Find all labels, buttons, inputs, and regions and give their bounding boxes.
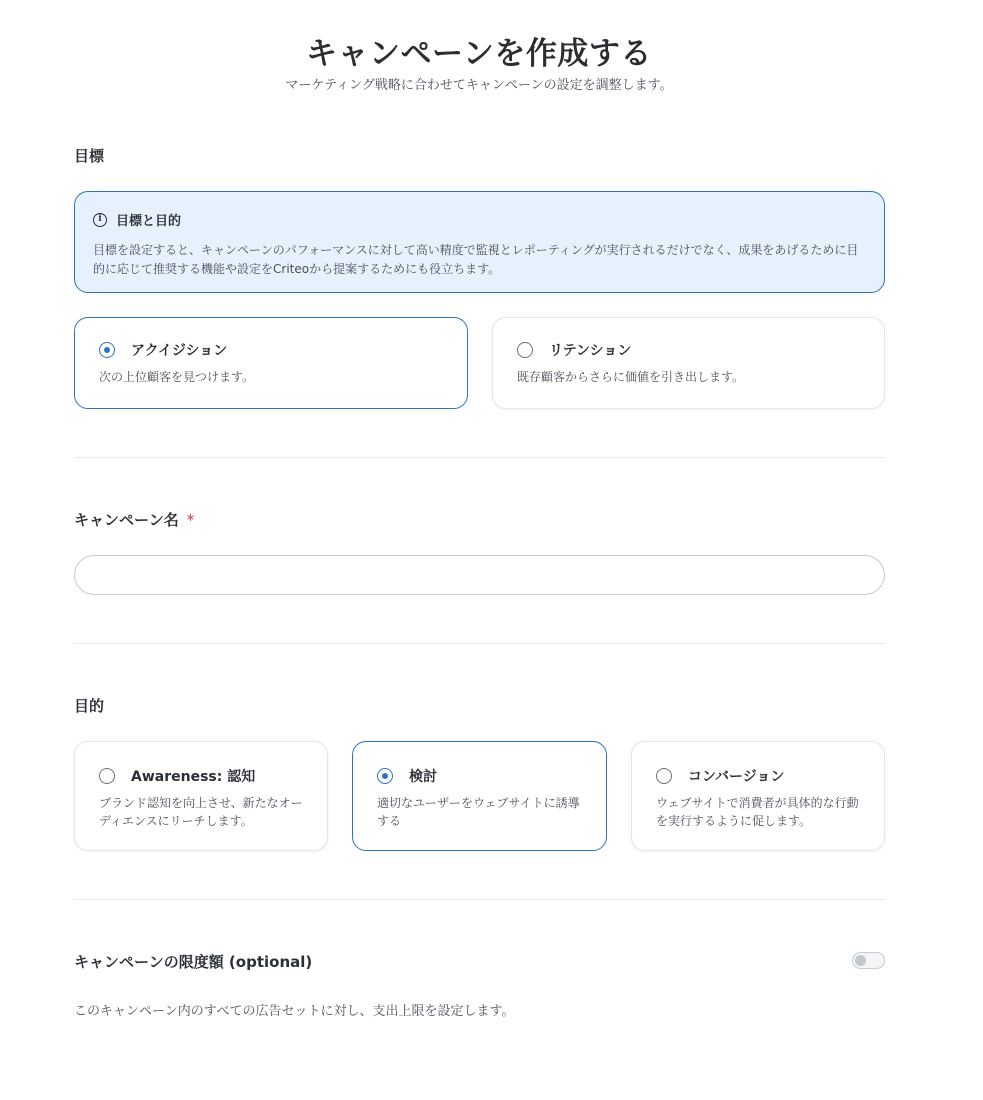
info-title: 目標と目的 (116, 214, 182, 229)
goal-option-desc: 既存顧客からさらに価値を引き出します。 (517, 370, 745, 384)
campaign-name-label (74, 509, 194, 530)
goal-option-title: アクイジション (131, 343, 228, 359)
campaign-limit-desc: このキャンペーン内のすべての広告セットに対し、支出上限を設定します。 (74, 1004, 515, 1019)
goal-info-box (74, 191, 885, 293)
divider (74, 899, 885, 900)
campaign-limit-label: キャンペーンの限度額 (optional) (74, 953, 313, 971)
objective-option-desc: ブランド認知を向上させ、新たなオーディエンスにリーチします。 (99, 796, 303, 828)
campaign-name-input[interactable] (74, 555, 885, 595)
goal-section-label: 目標 (74, 147, 105, 165)
toggle-knob (855, 955, 866, 966)
divider (74, 643, 885, 644)
radio-button-checked[interactable] (377, 768, 393, 784)
radio-button[interactable] (656, 768, 672, 784)
info-text: 目標を設定すると、キャンペーンのパフォーマンスに対して高い精度で監視とレポーティングが実行されるだけでなく、成果をあげるために目的に応じて推奨する機能や設定をCriteoから提案するためにも役立ちます。 (93, 243, 859, 276)
objective-option-consideration[interactable] (352, 741, 607, 851)
objective-option-title: Awareness: 認知 (131, 769, 256, 785)
objective-option-awareness[interactable] (74, 741, 328, 851)
divider (74, 457, 885, 458)
objective-option-conversion[interactable] (631, 741, 885, 851)
page-title: キャンペーンを作成する (306, 36, 652, 72)
required-mark: * (186, 511, 195, 529)
goal-option-acquisition[interactable] (74, 317, 468, 409)
info-icon: i (93, 213, 107, 227)
goal-option-title: リテンション (549, 343, 632, 359)
objective-section-label: 目的 (74, 697, 105, 715)
objective-option-desc: ウェブサイトで消費者が具体的な行動を実行するように促します。 (656, 796, 859, 828)
radio-button[interactable] (517, 342, 533, 358)
campaign-name-label-text: キャンペーン名 (74, 511, 179, 529)
objective-option-title: コンバージョン (688, 769, 785, 785)
radio-button-checked[interactable] (99, 342, 115, 358)
radio-button[interactable] (99, 768, 115, 784)
objective-option-desc: 適切なユーザーをウェブサイトに誘導する (377, 796, 580, 828)
page-subtitle: マーケティング戦略に合わせてキャンペーンの設定を調整します。 (285, 78, 673, 93)
goal-option-retention[interactable] (492, 317, 885, 409)
goal-option-desc: 次の上位顧客を見つけます。 (99, 370, 255, 384)
campaign-limit-toggle[interactable] (852, 952, 885, 969)
objective-option-title: 検討 (409, 769, 437, 785)
